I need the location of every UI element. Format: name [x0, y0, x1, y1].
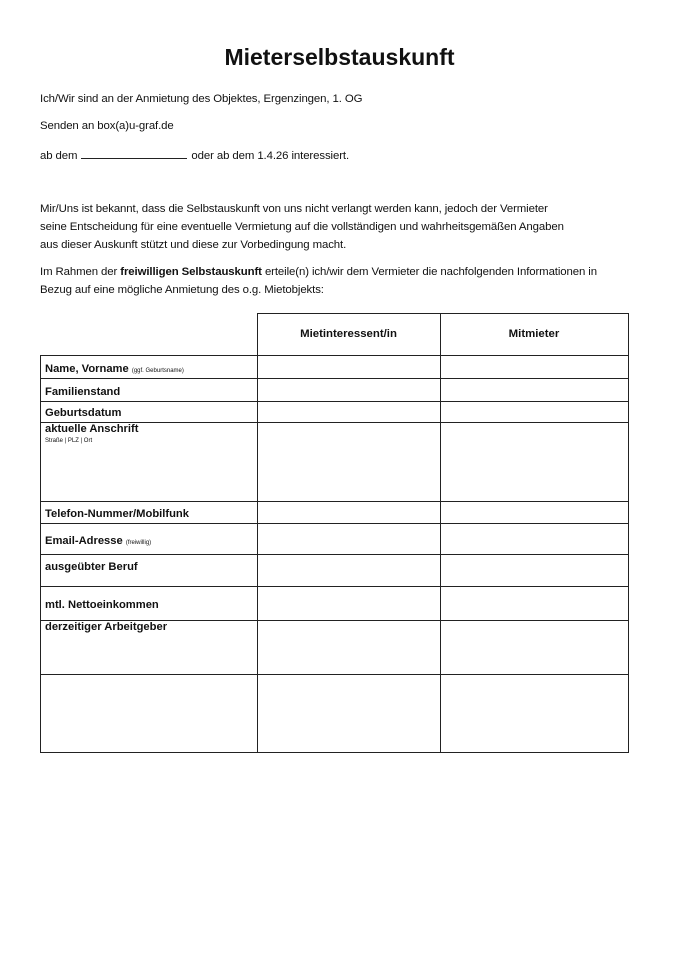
table-border: [40, 554, 629, 555]
frame-line-2: Bezug auf eine mögliche Anmietung des o.g. Mietobjekts:: [40, 284, 324, 296]
intro-object: Ich/Wir sind an der Anmietung des Objektes, Ergenzingen, 1. OG: [40, 93, 363, 105]
row-label-birthdate: Geburtsdatum: [45, 407, 122, 419]
row-label-note: (ggf. Geburtsname): [131, 368, 184, 374]
table-border: [40, 586, 629, 587]
table-border: [40, 523, 629, 524]
row-label-email: [45, 535, 151, 547]
row-label-name: [45, 363, 184, 375]
row-label-phone: Telefon-Nummer/Mobilfunk: [45, 508, 189, 520]
table-border: [40, 378, 629, 379]
table-border: [628, 313, 629, 753]
table-border: [40, 355, 41, 753]
frame-bold: freiwilligen Selbstauskunft: [120, 266, 262, 278]
date-suffix: oder ab dem 1.4.26 interessiert.: [191, 150, 350, 162]
notice-line-1: Mir/Uns ist bekannt, dass die Selbstauskunft von uns nicht verlangt werden kann, jedoch der Vermieter: [40, 203, 548, 215]
row-label-marital-status: Familienstand: [45, 386, 121, 398]
date-blank-field[interactable]: [81, 147, 187, 159]
table-border: [40, 501, 629, 502]
table-border: [40, 752, 629, 753]
table-border: [257, 313, 258, 753]
row-label-address: aktuelle Anschrift: [45, 423, 139, 435]
notice-line-2: seine Entscheidung für eine eventuelle Vermietung auf die vollständigen und wahrheitsgemäßen Angaben: [40, 221, 564, 233]
row-label-note: (freiwillig): [125, 540, 152, 546]
table-border: [440, 313, 441, 753]
table-border: [257, 313, 629, 314]
row-label-net-income: mtl. Nettoeinkommen: [45, 599, 159, 611]
row-sublabel-address: Straße | PLZ | Ort: [45, 438, 93, 444]
frame-post: erteile(n) ich/wir dem Vermieter die nachfolgenden Informationen in: [261, 266, 597, 278]
column-header-tenant: Mietinteressent/in: [300, 328, 397, 340]
table-border: [40, 674, 629, 675]
notice-line-3: aus dieser Auskunft stützt und diese zur Vorbedingung macht.: [40, 239, 347, 251]
column-header-co-tenant: Mitmieter: [508, 328, 560, 340]
frame-pre: Im Rahmen der: [40, 266, 121, 278]
page-title: Mieterselbstauskunft: [224, 44, 455, 70]
row-label-occupation: ausgeübter Beruf: [45, 561, 138, 573]
table-border: [40, 401, 629, 402]
intro-date: [40, 147, 349, 162]
date-prefix: ab dem: [40, 150, 78, 162]
intro-send-to: Senden an box(a)u-graf.de: [40, 120, 174, 132]
frame-line-1: [40, 266, 597, 278]
row-label-text: Email-Adresse: [45, 535, 123, 547]
row-label-employer: derzeitiger Arbeitgeber: [45, 621, 168, 633]
row-label-text: Name, Vorname: [45, 363, 129, 375]
table-border: [40, 355, 629, 356]
